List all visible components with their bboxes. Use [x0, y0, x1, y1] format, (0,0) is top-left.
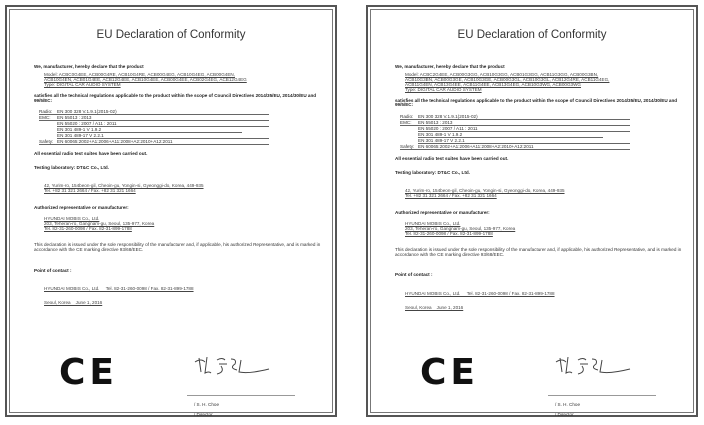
standard-label: EMC: [39, 115, 51, 121]
standard-label: Radio: [39, 109, 53, 115]
emc-standard: EN 301 489-17 V 2.2.1 [57, 133, 104, 139]
signer-title: / Director [555, 412, 574, 417]
rep-heading: Authorized representative or manufacturer: [395, 209, 490, 215]
declaration-text: This declaration is issued under the sole responsibility of the manufacturer and, if applicable, his authorized Representative, and is marked in accordance with the CE marking directive 93/68/EEC. [34, 241, 321, 252]
standard-label: EMC: [400, 120, 412, 126]
ce-mark: CE [420, 352, 480, 393]
address-line: 203, Teheran-ro, Gangnam-gu, Seoul, 135-977, Korea [44, 220, 155, 226]
signer-name: / S. H. Choe [194, 402, 220, 407]
rep-address [405, 222, 682, 237]
declaration-page [366, 5, 698, 417]
emc-standard: EN 55013 : 2013 [57, 115, 92, 121]
standards-list [400, 114, 682, 150]
lab-heading: Testing laboratory: DT&C Co., Ltd. [395, 170, 470, 176]
signature [187, 352, 287, 382]
contact-line: HYUNDAI MOBIS Co., Ltd. Tel. 82-31-260-0098 / Fax. 82-31-899-1788 [405, 291, 555, 297]
address-line: HYUNDAI MOBIS Co., Ltd. [44, 215, 100, 221]
address-line: HYUNDAI MOBIS Co., Ltd. [405, 220, 461, 226]
lab-heading: Testing laboratory: DT&C Co., Ltd. [34, 165, 109, 171]
product-type: Type: DIGITAL CAR AUDIO SYSTEM [405, 86, 482, 92]
safety-standard: EN 60065:2002+A1:2006+A11:2008+A2:2010+A12:2011 [418, 144, 534, 150]
signature [548, 352, 648, 382]
emc-standard: EN 301 489-1 V 1.9.2 [418, 132, 463, 138]
intro-text: We, manufacturer, hereby declare that the product [395, 64, 505, 69]
emc-standard: EN 301 489-1 V 1.9.2 [57, 127, 102, 133]
rep-address [44, 217, 321, 232]
emc-standard: EN 301 489-17 V 2.2.1 [418, 138, 465, 144]
model-list [405, 73, 682, 93]
contact-heading: Point of contact : [395, 272, 433, 278]
model-line: ACB11G4EN, ACB13G4EE, ACB11G4EE, ACB13G4EG, ACB10G3WG, ACB00G3WG [405, 81, 582, 87]
page-title: EU Declaration of Conformity [457, 29, 607, 41]
emc-standard: EN 55020 : 2007 / A11 : 2011 [418, 126, 478, 132]
place-date: Seoul, Korea June 1, 2016 [44, 300, 103, 306]
place-date: Seoul, Korea June 1, 2016 [405, 305, 464, 311]
safety-standard: EN 60065:2002+A1:2006+A11:2008+A2:2010+A12:2011 [57, 139, 173, 145]
emc-standard: EN 55020 : 2007 / A11 : 2011 [57, 121, 117, 127]
model-line: ACB10G3BN, ACB00G3GE, ACB10G3GE, ACB00G3GL, ACB10G3GL, ACB12G4RE, ACB11G4EG, [405, 76, 610, 82]
standard-row [39, 139, 269, 145]
standard-label: Safety: [39, 139, 54, 145]
radio-standard: EN 300 328 V.1.9.1(2015-02) [57, 109, 117, 115]
declaration-page [5, 5, 337, 417]
address-line: 42, Yurim-ro, 154beon-gil, Cheoin-gu, Yongin-si, Gyeonggi-do, Korea, 449-935 [44, 183, 204, 189]
signature-line [187, 395, 295, 396]
signer-title: / Director [194, 412, 213, 417]
product-type: Type: DIGITAL CAR AUDIO SYSTEM [44, 81, 121, 87]
address-line: 42, Yurim-ro, 154beon-gil, Cheoin-gu, Yongin-si, Gyeonggi-do, Korea, 449-935 [405, 188, 565, 194]
satisfies-text: satisfies all the technical regulations applicable to the product within the scope of Council Directives 2014/35/EU, 2014/30/EU and 99/5/EC: [395, 97, 678, 108]
lab-address [405, 189, 682, 199]
intro-text: We, manufacturer, hereby declare that the product [34, 64, 144, 69]
page-title: EU Declaration of Conformity [96, 29, 246, 41]
radio-standard: EN 300 328 V.1.9.1(2015-02) [418, 114, 478, 120]
address-line: Tel. 82-31-260-0098 / Fax. 82-31-899-1788 [405, 230, 493, 236]
rep-heading: Authorized representative or manufacturer: [34, 205, 129, 211]
address-line: 203, Teheran-ro, Gangnam-gu, Seoul, 135-977, Korea [405, 225, 516, 231]
address-line: Tel. +82 31 321 2664 / Fax. +82 31 321 1664 [44, 188, 136, 194]
emc-standard: EN 55013 : 2013 [418, 120, 453, 126]
satisfies-text: satisfies all the technical regulations applicable to the product within the scope of Council Directives 2014/35/EU, 2014/30/EU and 99/5/EC: [34, 92, 317, 103]
standards-list [39, 109, 321, 145]
signer-block [555, 400, 580, 420]
contact-heading: Point of contact : [34, 267, 72, 273]
signer-name: / S. H. Choe [555, 402, 581, 407]
radio-tests-text: All essential radio test suites have been carried out. [395, 156, 509, 162]
address-line: Tel. +82 31 321 2664 / Fax. +82 31 321 1664 [405, 193, 497, 199]
model-line: Model: ACBC0G4EE, ACB00G4RE, ACB10G4RE, ACB00G4EG, ACB10G4EG, ACB00G4EN, [44, 71, 235, 77]
standard-row [400, 144, 630, 150]
signer-block [194, 400, 219, 420]
contact-line: HYUNDAI MOBIS Co., Ltd. Tel. 82-31-260-0098 / Fax. 82-31-899-1788 [44, 286, 194, 292]
declaration-body [395, 65, 682, 311]
declaration-text: This declaration is issued under the sole responsibility of the manufacturer and, if applicable, his authorized Representative, and is marked in accordance with the CE marking directive 93/68/EEC. [395, 246, 682, 257]
radio-tests-text: All essential radio test suites have been carried out. [34, 151, 148, 157]
declaration-body [34, 65, 321, 306]
model-line: ACB10G4EN, ACB01G4EE, ACB12G4EE, ACB10G4EE, ACB00G4EE, ACB02G4EG, ACB12G4EG [44, 76, 247, 82]
standard-label: Radio: [400, 114, 414, 120]
address-line: Tel. 82-31-260-0098 / Fax. 82-31-899-1788 [44, 225, 132, 231]
model-line: Model: ACBC2G4EE, ACB00G3GG, ACB10G3GG, ACB01G3GG, ACB11G3GG, ACB00G3BN, [405, 71, 599, 77]
ce-mark: CE [59, 352, 119, 393]
signature-line [548, 395, 656, 396]
model-list [44, 73, 321, 88]
lab-address [44, 184, 321, 194]
standard-label: Safety: [400, 144, 415, 150]
